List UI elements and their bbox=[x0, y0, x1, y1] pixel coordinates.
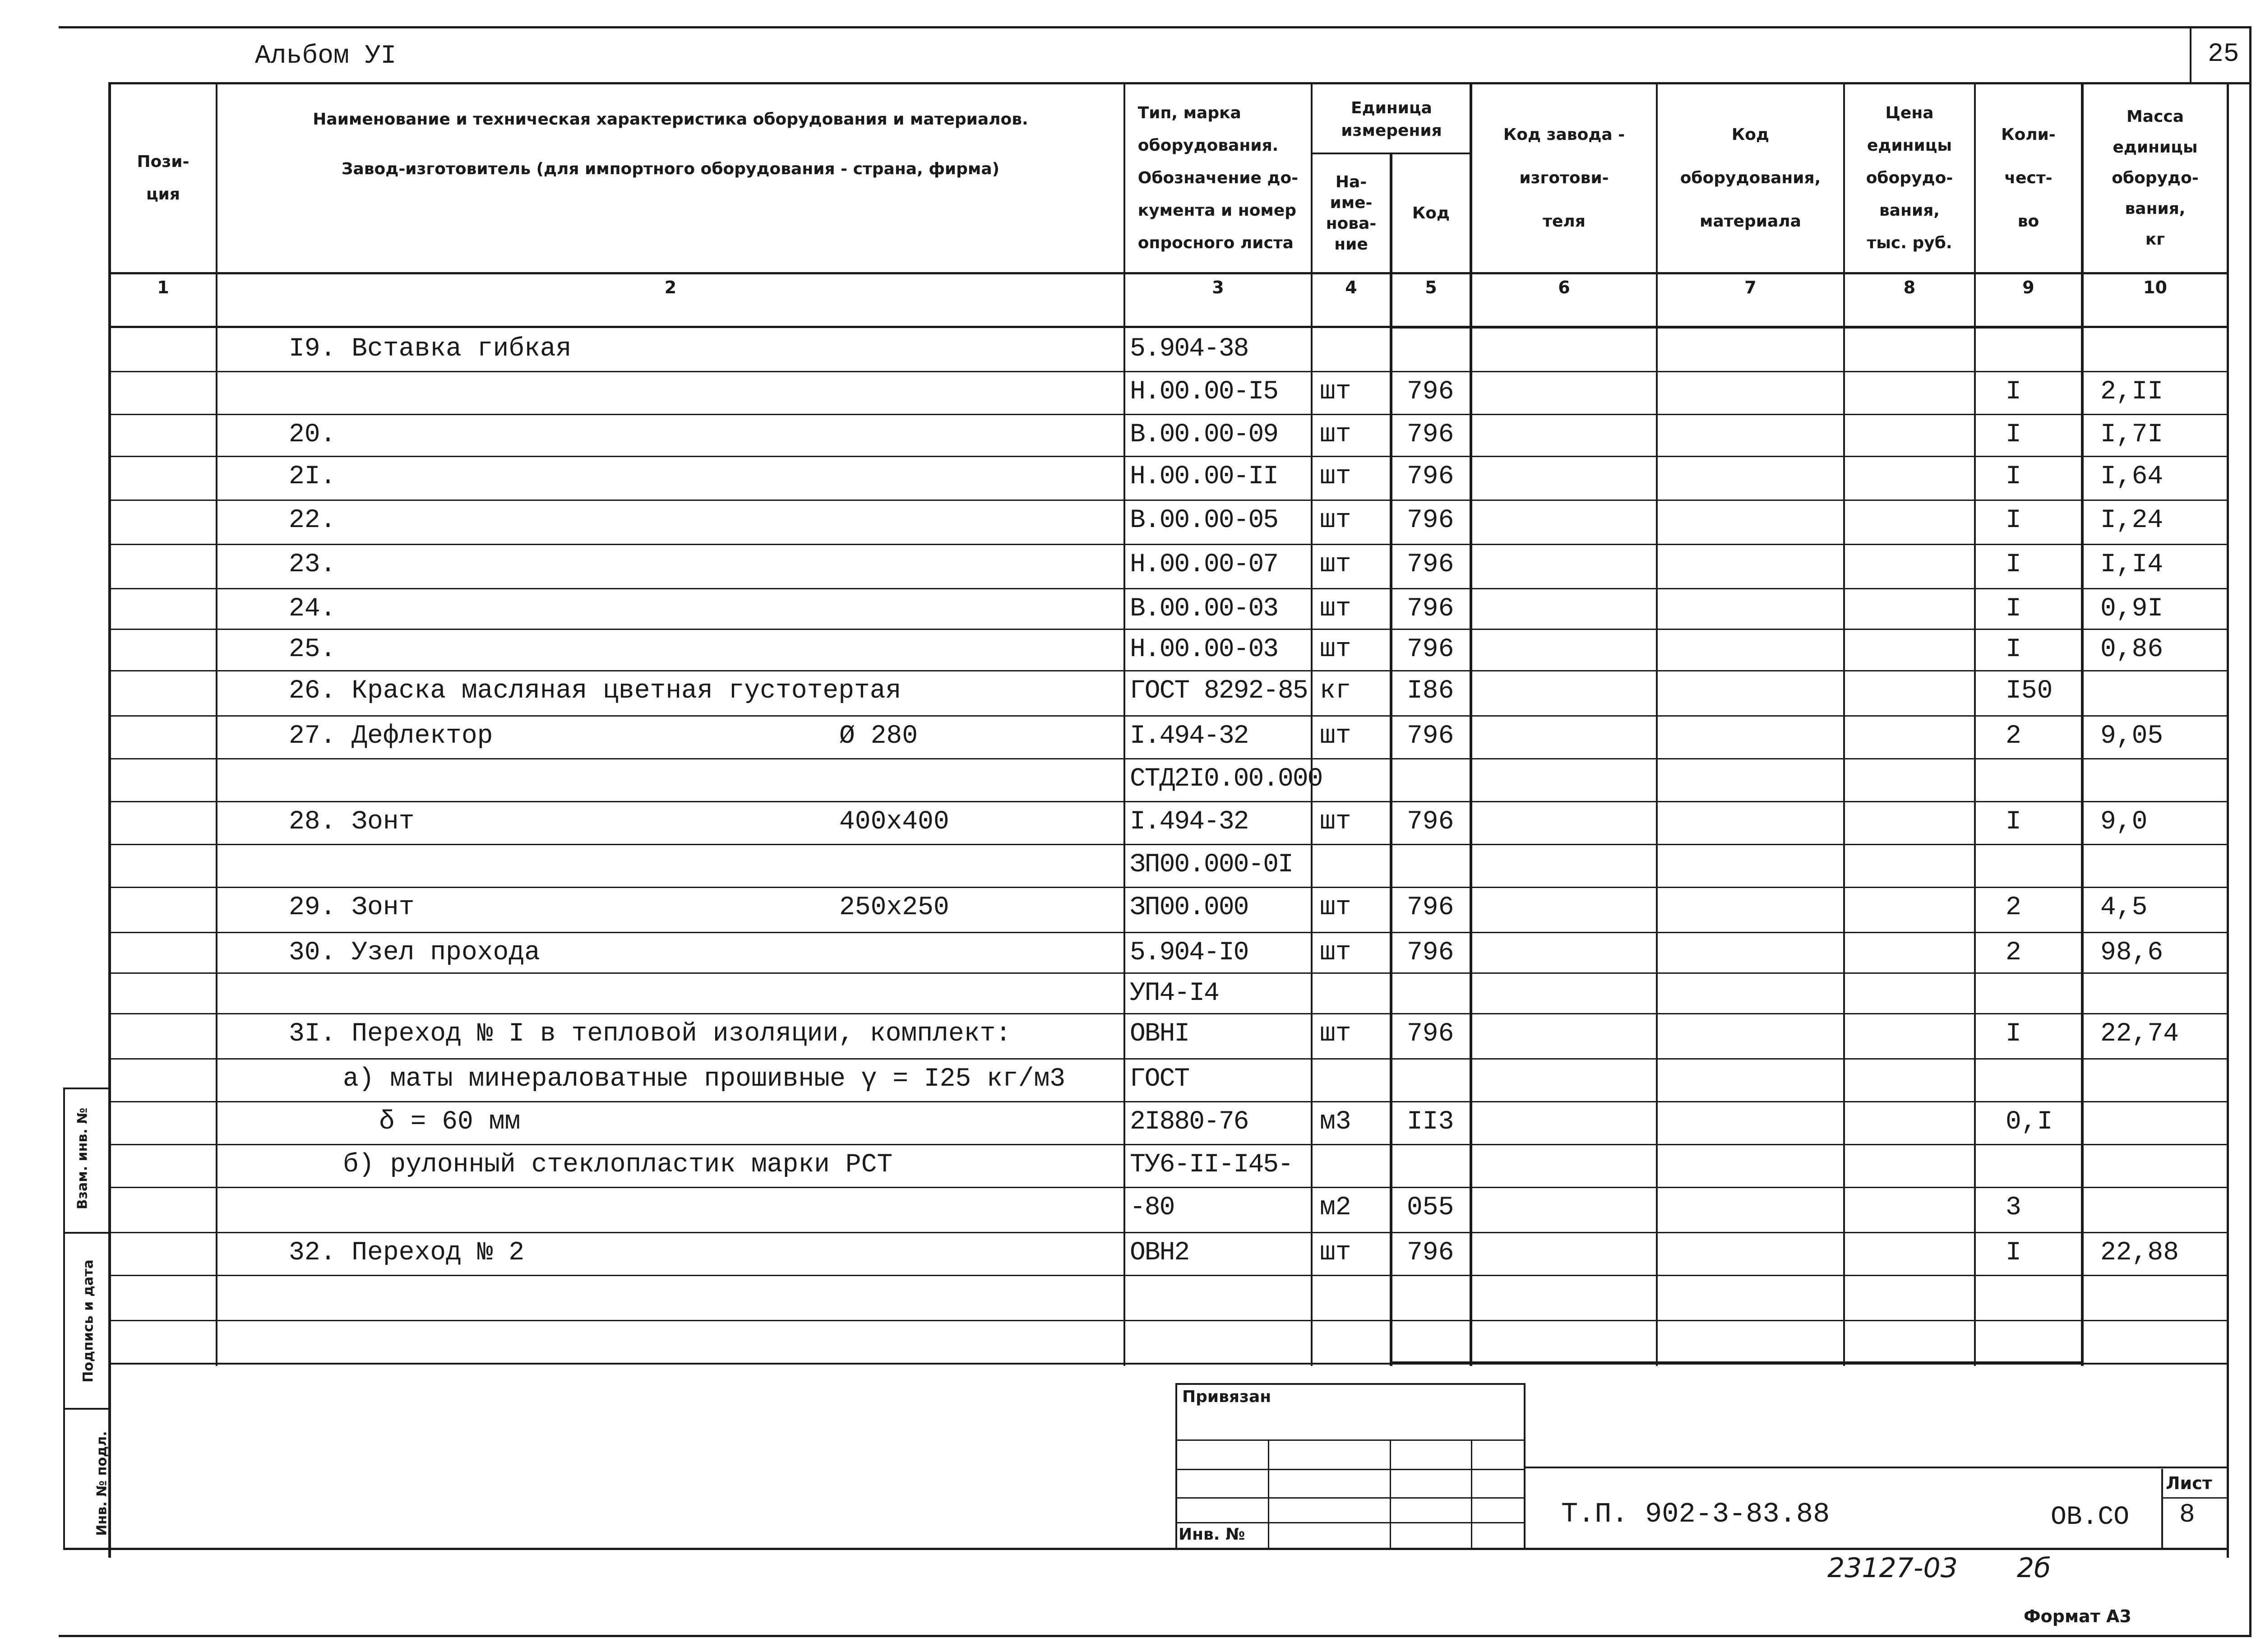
row-divider bbox=[108, 1363, 2229, 1364]
row-name: 30. Узел прохода bbox=[289, 938, 540, 967]
row-quantity: I bbox=[2006, 550, 2021, 579]
row-divider bbox=[108, 1013, 2229, 1014]
header-position: Пози- ция bbox=[137, 153, 190, 204]
colnum-6: 6 bbox=[1558, 278, 1570, 297]
row-document: ТУ6-II-I45- bbox=[1130, 1150, 1293, 1180]
row-unit-code: 796 bbox=[1407, 1019, 1454, 1049]
sheet-label: Лист bbox=[2166, 1473, 2212, 1493]
row-quantity: I50 bbox=[2006, 676, 2053, 706]
header-mass: Масса единицы оборудо- вания, кг bbox=[2112, 107, 2199, 249]
side-stamp-replace: Взам. инв. № bbox=[74, 1107, 91, 1210]
row-unit: м2 bbox=[1320, 1193, 1351, 1222]
header-bottom-border bbox=[108, 272, 2229, 274]
colnum-8: 8 bbox=[1903, 278, 1916, 297]
frame-right bbox=[2249, 26, 2251, 1637]
row-unit-code: 796 bbox=[1407, 594, 1454, 624]
row-mass: 9,05 bbox=[2100, 722, 2164, 751]
col-sep-7 bbox=[1843, 82, 1845, 1366]
stamp-col-1 bbox=[1268, 1439, 1269, 1550]
row-divider bbox=[108, 1232, 2229, 1233]
row-divider bbox=[108, 801, 2229, 802]
stamp-top bbox=[1175, 1383, 1525, 1385]
row-quantity: I bbox=[2006, 377, 2021, 407]
row-divider bbox=[108, 670, 2229, 671]
row-name: б) рулонный стеклопластик марки РСТ bbox=[343, 1150, 893, 1180]
row-name: 25. bbox=[289, 635, 336, 664]
inventory-suffix: 2б bbox=[2017, 1552, 2051, 1584]
row-unit: шт bbox=[1320, 594, 1351, 624]
colnum-1: 1 bbox=[157, 278, 169, 297]
row-name: 26. Краска масляная цветная густотертая bbox=[289, 676, 901, 706]
row-unit: шт bbox=[1320, 1238, 1351, 1268]
sheet-box-divider bbox=[2161, 1497, 2229, 1499]
row-quantity: I bbox=[2006, 462, 2021, 491]
row-unit-code: 796 bbox=[1407, 635, 1454, 664]
row-divider bbox=[108, 500, 2229, 501]
row-unit-code: 796 bbox=[1407, 506, 1454, 535]
row-divider bbox=[108, 629, 2229, 630]
row-document: 5.904-38 bbox=[1130, 334, 1248, 364]
row-dimension: 400x400 bbox=[839, 807, 949, 837]
row-divider bbox=[108, 1275, 2229, 1276]
row-document: I.494-32 bbox=[1130, 807, 1248, 837]
row-mass: I,7I bbox=[2100, 420, 2164, 449]
row-name: 27. Дефлектор bbox=[289, 722, 493, 751]
row-name: 23. bbox=[289, 550, 336, 579]
row-unit: шт bbox=[1320, 462, 1351, 491]
row-mass: 4,5 bbox=[2100, 893, 2148, 922]
row-dimension: Ø 280 bbox=[839, 722, 918, 751]
row-document: В.00.00-09 bbox=[1130, 420, 1278, 449]
header-unit-code: Код bbox=[1412, 204, 1450, 222]
row-quantity: 2 bbox=[2006, 893, 2021, 922]
col-sep-6 bbox=[1656, 82, 1658, 1366]
row-unit-code: 796 bbox=[1407, 807, 1454, 837]
row-divider bbox=[108, 844, 2229, 845]
stamp-line-4 bbox=[1175, 1522, 1525, 1523]
row-document: I.494-32 bbox=[1130, 722, 1248, 751]
row-quantity: I bbox=[2006, 807, 2021, 837]
col-sep-2 bbox=[1123, 82, 1125, 1366]
title-block-top bbox=[1525, 1467, 2229, 1468]
row-mass: 0,9I bbox=[2100, 594, 2164, 624]
col-sep-1 bbox=[216, 82, 217, 1366]
row-name: δ = 60 мм bbox=[379, 1107, 521, 1137]
colnum-7: 7 bbox=[1744, 278, 1757, 297]
row-quantity: I bbox=[2006, 594, 2021, 624]
col-sep-9 bbox=[2081, 82, 2084, 1366]
row-divider bbox=[108, 371, 2229, 372]
row-unit: шт bbox=[1320, 938, 1351, 967]
colnum-2: 2 bbox=[664, 278, 677, 297]
row-unit-code: 796 bbox=[1407, 938, 1454, 967]
row-quantity: I bbox=[2006, 1238, 2021, 1268]
row-divider bbox=[108, 1101, 2229, 1102]
bound-label: Привязан bbox=[1182, 1388, 1271, 1406]
inventory-label: Инв. № bbox=[1179, 1525, 1245, 1544]
row-mass: I,I4 bbox=[2100, 550, 2164, 579]
page-number: 25 bbox=[2208, 40, 2239, 69]
colnum-10: 10 bbox=[2143, 278, 2167, 297]
row-unit-code: II3 bbox=[1407, 1107, 1454, 1137]
row-quantity: 0,I bbox=[2006, 1107, 2053, 1137]
row-document: ЗП00.000-0I bbox=[1130, 850, 1293, 879]
row-mass: 9,0 bbox=[2100, 807, 2148, 837]
stamp-line-3 bbox=[1175, 1497, 1525, 1499]
side-stamp-signature: Подпись и дата bbox=[80, 1259, 97, 1383]
unit-group-divider bbox=[1311, 153, 1471, 154]
row-divider bbox=[108, 1144, 2229, 1145]
table-top-border bbox=[108, 82, 2251, 84]
row-name: 22. bbox=[289, 506, 336, 535]
row-divider bbox=[108, 1320, 2229, 1321]
header-type: Тип, марка оборудования. Обозначение до- кумента и номер опросного листа bbox=[1137, 104, 1299, 252]
header-unit-name: На- име- нова- ние bbox=[1326, 172, 1377, 254]
row-unit: шт bbox=[1320, 506, 1351, 535]
row-name: 28. Зонт bbox=[289, 807, 415, 837]
col-sep-8 bbox=[1974, 82, 1976, 1366]
row-document: 2I880-76 bbox=[1130, 1107, 1248, 1137]
row-unit: кг bbox=[1320, 676, 1351, 706]
row-unit-code: 796 bbox=[1407, 550, 1454, 579]
row-name: I9. Вставка гибкая bbox=[289, 334, 572, 364]
bold-box-top bbox=[1390, 326, 2082, 329]
row-mass: 22,88 bbox=[2100, 1238, 2179, 1268]
row-divider bbox=[108, 932, 2229, 933]
row-unit-code: I86 bbox=[1407, 676, 1454, 706]
side-stamp-left bbox=[63, 1087, 65, 1550]
row-divider bbox=[108, 887, 2229, 888]
col-sep-5 bbox=[1470, 82, 1472, 1366]
row-document: ОВН2 bbox=[1130, 1238, 1189, 1268]
stamp-col-3 bbox=[1471, 1439, 1472, 1550]
colnum-3: 3 bbox=[1212, 278, 1224, 297]
table-bottom-border bbox=[63, 1548, 2229, 1550]
sheet-box-left bbox=[2161, 1469, 2163, 1550]
page-number-box-left bbox=[2190, 26, 2191, 84]
row-name: 32. Переход № 2 bbox=[289, 1238, 525, 1268]
frame-top bbox=[59, 26, 2251, 28]
row-name: а) маты минераловатные прошивные γ = I25 кг/м3 bbox=[343, 1064, 1066, 1094]
row-unit: шт bbox=[1320, 722, 1351, 751]
row-document: УП4-I4 bbox=[1130, 979, 1219, 1008]
row-quantity: 2 bbox=[2006, 722, 2021, 751]
row-quantity: 3 bbox=[2006, 1193, 2021, 1222]
header-quantity: Коли- чест- во bbox=[2001, 125, 2056, 231]
row-quantity: I bbox=[2006, 635, 2021, 664]
row-unit-code: 796 bbox=[1407, 722, 1454, 751]
row-unit-code: 796 bbox=[1407, 893, 1454, 922]
row-divider bbox=[108, 414, 2229, 415]
row-document: Н.00.00-03 bbox=[1130, 635, 1278, 664]
row-quantity: I bbox=[2006, 420, 2021, 449]
row-unit: шт bbox=[1320, 635, 1351, 664]
row-quantity: I bbox=[2006, 1019, 2021, 1049]
row-document: В.00.00-03 bbox=[1130, 594, 1278, 624]
album-title: Альбом УI bbox=[255, 42, 397, 71]
row-unit: шт bbox=[1320, 377, 1351, 407]
sheet-number: 8 bbox=[2179, 1500, 2195, 1530]
row-divider bbox=[108, 1058, 2229, 1060]
table-right-border bbox=[2227, 82, 2229, 1558]
stamp-left bbox=[1175, 1383, 1177, 1550]
row-divider bbox=[108, 588, 2229, 589]
row-mass: I,24 bbox=[2100, 506, 2164, 535]
header-unit-group: Единица измерения bbox=[1341, 99, 1442, 140]
row-quantity: 2 bbox=[2006, 938, 2021, 967]
row-document: ЗП00.000 bbox=[1130, 893, 1248, 922]
row-mass: 0,86 bbox=[2100, 635, 2164, 664]
row-document: В.00.00-05 bbox=[1130, 506, 1278, 535]
row-name: 2I. bbox=[289, 462, 336, 491]
header-price: Цена единицы оборудо- вания, тыс. руб. bbox=[1866, 104, 1953, 252]
row-name: 20. bbox=[289, 420, 336, 449]
side-stamp-top bbox=[63, 1087, 110, 1089]
colnum-9: 9 bbox=[2022, 278, 2034, 297]
row-unit: шт bbox=[1320, 807, 1351, 837]
row-name: 24. bbox=[289, 594, 336, 624]
side-stamp-line-2 bbox=[63, 1408, 110, 1410]
row-document: -80 bbox=[1130, 1193, 1174, 1222]
colnum-5: 5 bbox=[1425, 278, 1437, 297]
row-unit: шт bbox=[1320, 893, 1351, 922]
row-document: ГОСТ 8292-85 bbox=[1130, 676, 1308, 706]
row-document: ОВНI bbox=[1130, 1019, 1189, 1049]
row-unit-code: 796 bbox=[1407, 1238, 1454, 1268]
colnum-4: 4 bbox=[1345, 278, 1357, 297]
col-sep-3 bbox=[1311, 82, 1313, 1366]
side-stamp-original: Инв. № подл. bbox=[94, 1431, 110, 1536]
row-name: 29. Зонт bbox=[289, 893, 415, 922]
row-document: ГОСТ bbox=[1130, 1064, 1189, 1094]
row-unit-code: 796 bbox=[1407, 377, 1454, 407]
row-document: 5.904-I0 bbox=[1130, 938, 1248, 967]
side-stamp-line-1 bbox=[63, 1232, 110, 1234]
row-unit: м3 bbox=[1320, 1107, 1351, 1137]
section-code: ОВ.СО bbox=[2051, 1503, 2130, 1532]
document-designation: Т.П. 902-3-83.88 bbox=[1561, 1498, 1830, 1530]
format-label: Формат А3 bbox=[2024, 1606, 2131, 1626]
row-unit: шт bbox=[1320, 420, 1351, 449]
row-mass: I,64 bbox=[2100, 462, 2164, 491]
row-name: 3I. Переход № I в тепловой изоляции, комплект: bbox=[289, 1019, 1012, 1049]
inventory-handwritten: 23127-03 bbox=[1827, 1552, 1958, 1584]
row-document: Н.00.00-II bbox=[1130, 462, 1278, 491]
row-document: Н.00.00-07 bbox=[1130, 550, 1278, 579]
row-document: СТД2I0.00.000 bbox=[1130, 764, 1322, 794]
row-divider bbox=[108, 758, 2229, 759]
header-plant-code: Код завода - изготови- теля bbox=[1503, 125, 1625, 231]
header-equipment-code: Код оборудования, материала bbox=[1680, 125, 1821, 231]
row-dimension: 250x250 bbox=[839, 893, 949, 922]
row-mass: 98,6 bbox=[2100, 938, 2164, 967]
row-unit-code: 796 bbox=[1407, 462, 1454, 491]
row-unit: шт bbox=[1320, 1019, 1351, 1049]
frame-bottom bbox=[59, 1635, 2251, 1637]
row-divider bbox=[108, 715, 2229, 717]
row-unit-code: 796 bbox=[1407, 420, 1454, 449]
row-document: Н.00.00-I5 bbox=[1130, 377, 1278, 407]
row-divider bbox=[108, 972, 2229, 974]
row-unit-code: 055 bbox=[1407, 1193, 1454, 1222]
stamp-line-2 bbox=[1175, 1469, 1525, 1470]
col-sep-4 bbox=[1390, 153, 1392, 1366]
row-divider bbox=[108, 456, 2229, 457]
header-name: Наименование и техническая характеристика оборудования и материалов. Завод-изготовитель (для импортного оборудования - страна, фирма) bbox=[313, 110, 1028, 178]
row-quantity: I bbox=[2006, 506, 2021, 535]
row-mass: 2,II bbox=[2100, 377, 2164, 407]
row-unit: шт bbox=[1320, 550, 1351, 579]
row-divider bbox=[108, 544, 2229, 545]
row-divider bbox=[108, 1187, 2229, 1188]
stamp-line-1 bbox=[1175, 1439, 1525, 1441]
row-mass: 22,74 bbox=[2100, 1019, 2179, 1049]
stamp-col-2 bbox=[1390, 1439, 1391, 1550]
